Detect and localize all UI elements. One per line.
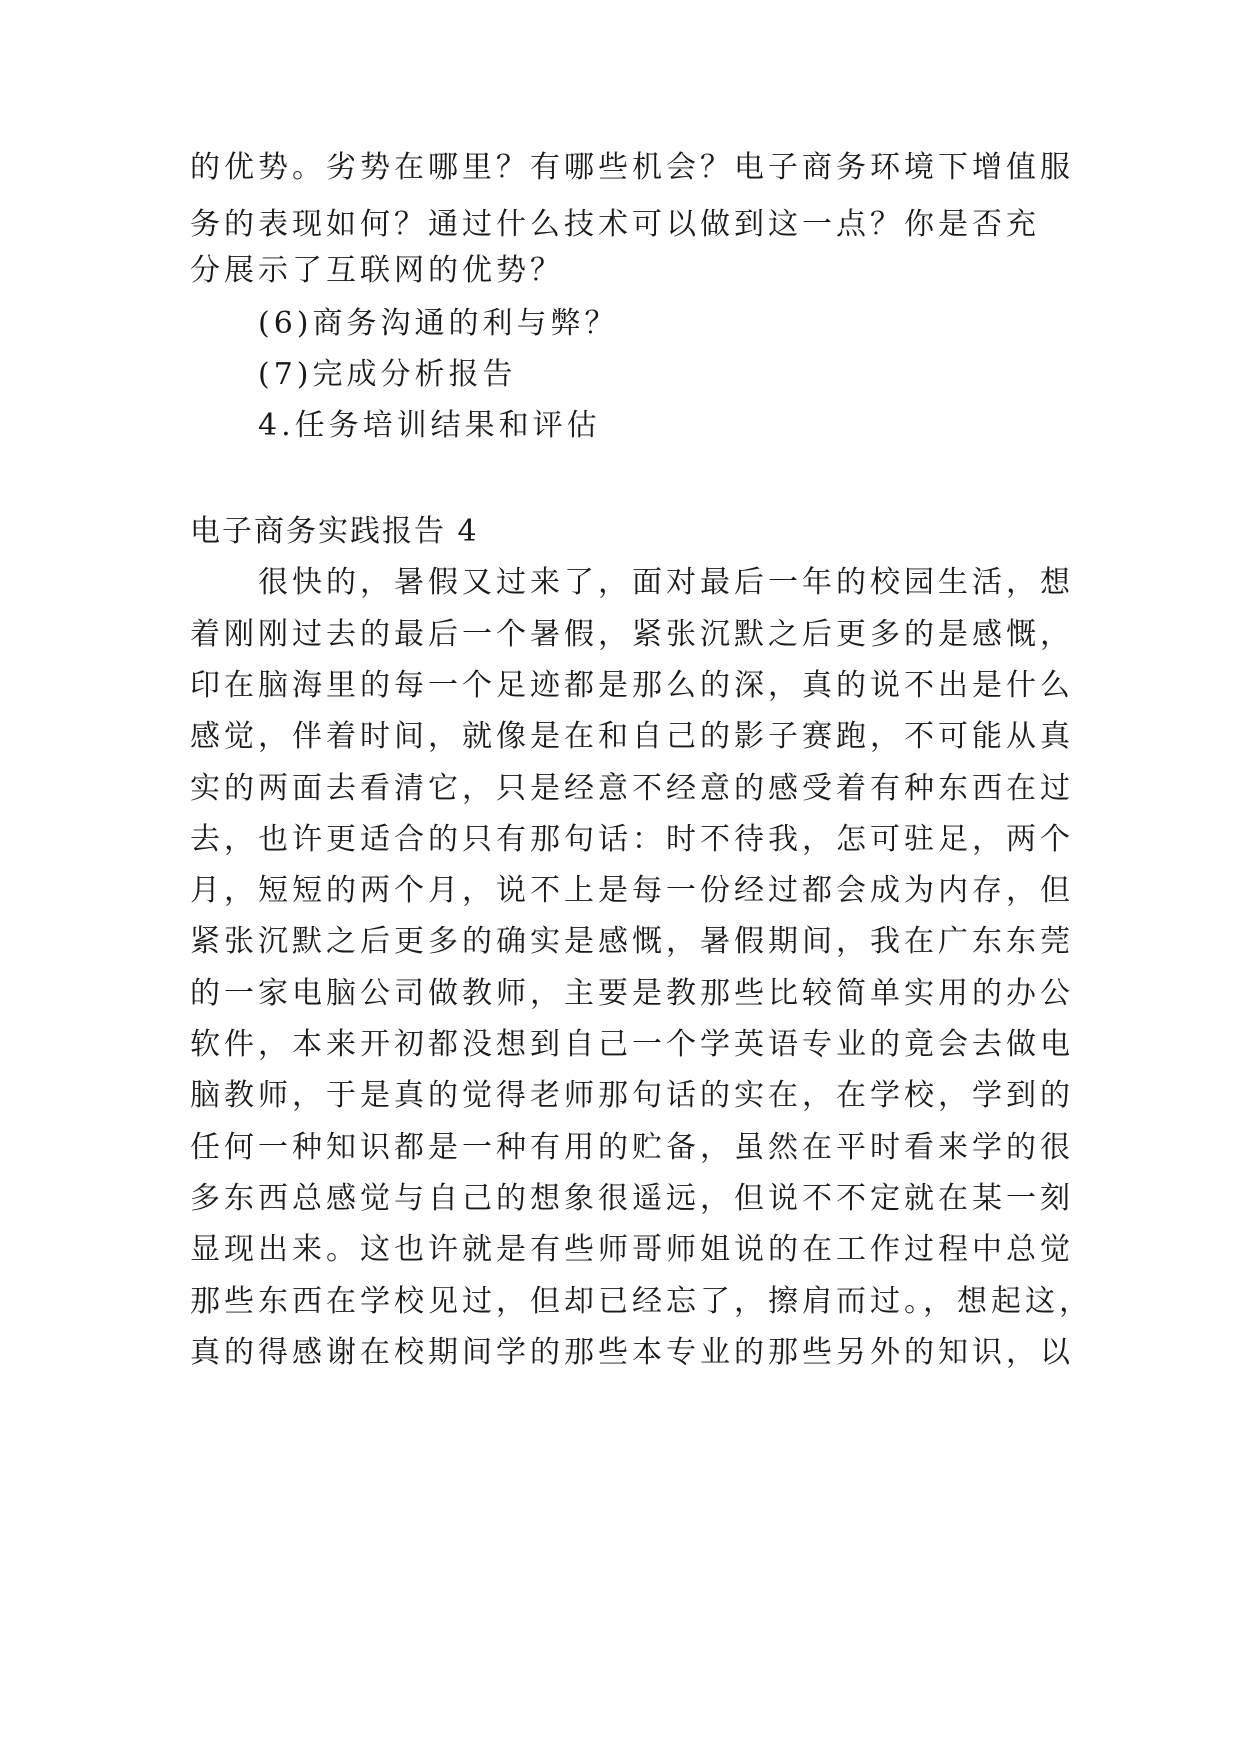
text-line: 感觉，伴着时间，就像是在和自己的影子赛跑，不可能从真 <box>190 719 1074 754</box>
text-line: 很快的，暑假又过来了，面对最后一年的校园生活，想 <box>258 565 1074 600</box>
text-line: 实的两面去看清它，只是经意不经意的感受着有种东西在过 <box>190 771 1074 806</box>
text-line: 脑教师，于是真的觉得老师那句话的实在，在学校，学到的 <box>190 1078 1074 1113</box>
text-line: 软件，本来开初都没想到自己一个学英语专业的竟会去做电 <box>190 1027 1074 1062</box>
text-line: 任何一种知识都是一种有用的贮备，虽然在平时看来学的很 <box>190 1130 1074 1165</box>
text-line: 分展示了互联网的优势？ <box>190 253 564 288</box>
text-line: 着刚刚过去的最后一个暑假，紧张沉默之后更多的是感慨， <box>190 617 1074 652</box>
text-line: 的一家电脑公司做教师，主要是教那些比较简单实用的办公 <box>190 976 1074 1011</box>
text-line: 务的表现如何？通过什么技术可以做到这一点？你是否充 <box>190 207 1040 242</box>
text-line: 紧张沉默之后更多的确实是感慨，暑假期间，我在广东东莞 <box>190 924 1074 959</box>
list-item: (7)完成分析报告 <box>258 357 517 392</box>
text-line: 的优势。劣势在哪里？有哪些机会？电子商务环境下增值服 <box>190 150 1074 185</box>
text-line: 去，也许更适合的只有那句话：时不待我，怎可驻足，两个 <box>190 822 1074 857</box>
text-line: 真的得感谢在校期间学的那些本专业的那些另外的知识，以 <box>190 1335 1074 1370</box>
text-line: 那些东西在学校见过，但却已经忘了，擦肩而过。，想起这， <box>190 1284 1093 1319</box>
section-title: 电子商务实践报告 4 <box>190 514 479 549</box>
list-item: 4.任务培训结果和评估 <box>258 408 601 443</box>
text-line: 多东西总感觉与自己的想象很遥远，但说不不定就在某一刻 <box>190 1181 1074 1216</box>
text-line: 印在脑海里的每一个足迹都是那么的深，真的说不出是什么 <box>190 668 1074 703</box>
text-line: 月，短短的两个月，说不上是每一份经过都会成为内存，但 <box>190 873 1074 908</box>
text-line: 显现出来。这也许就是有些师哥师姐说的在工作过程中总觉 <box>190 1232 1074 1267</box>
list-item: (6)商务沟通的利与弊？ <box>258 306 619 341</box>
